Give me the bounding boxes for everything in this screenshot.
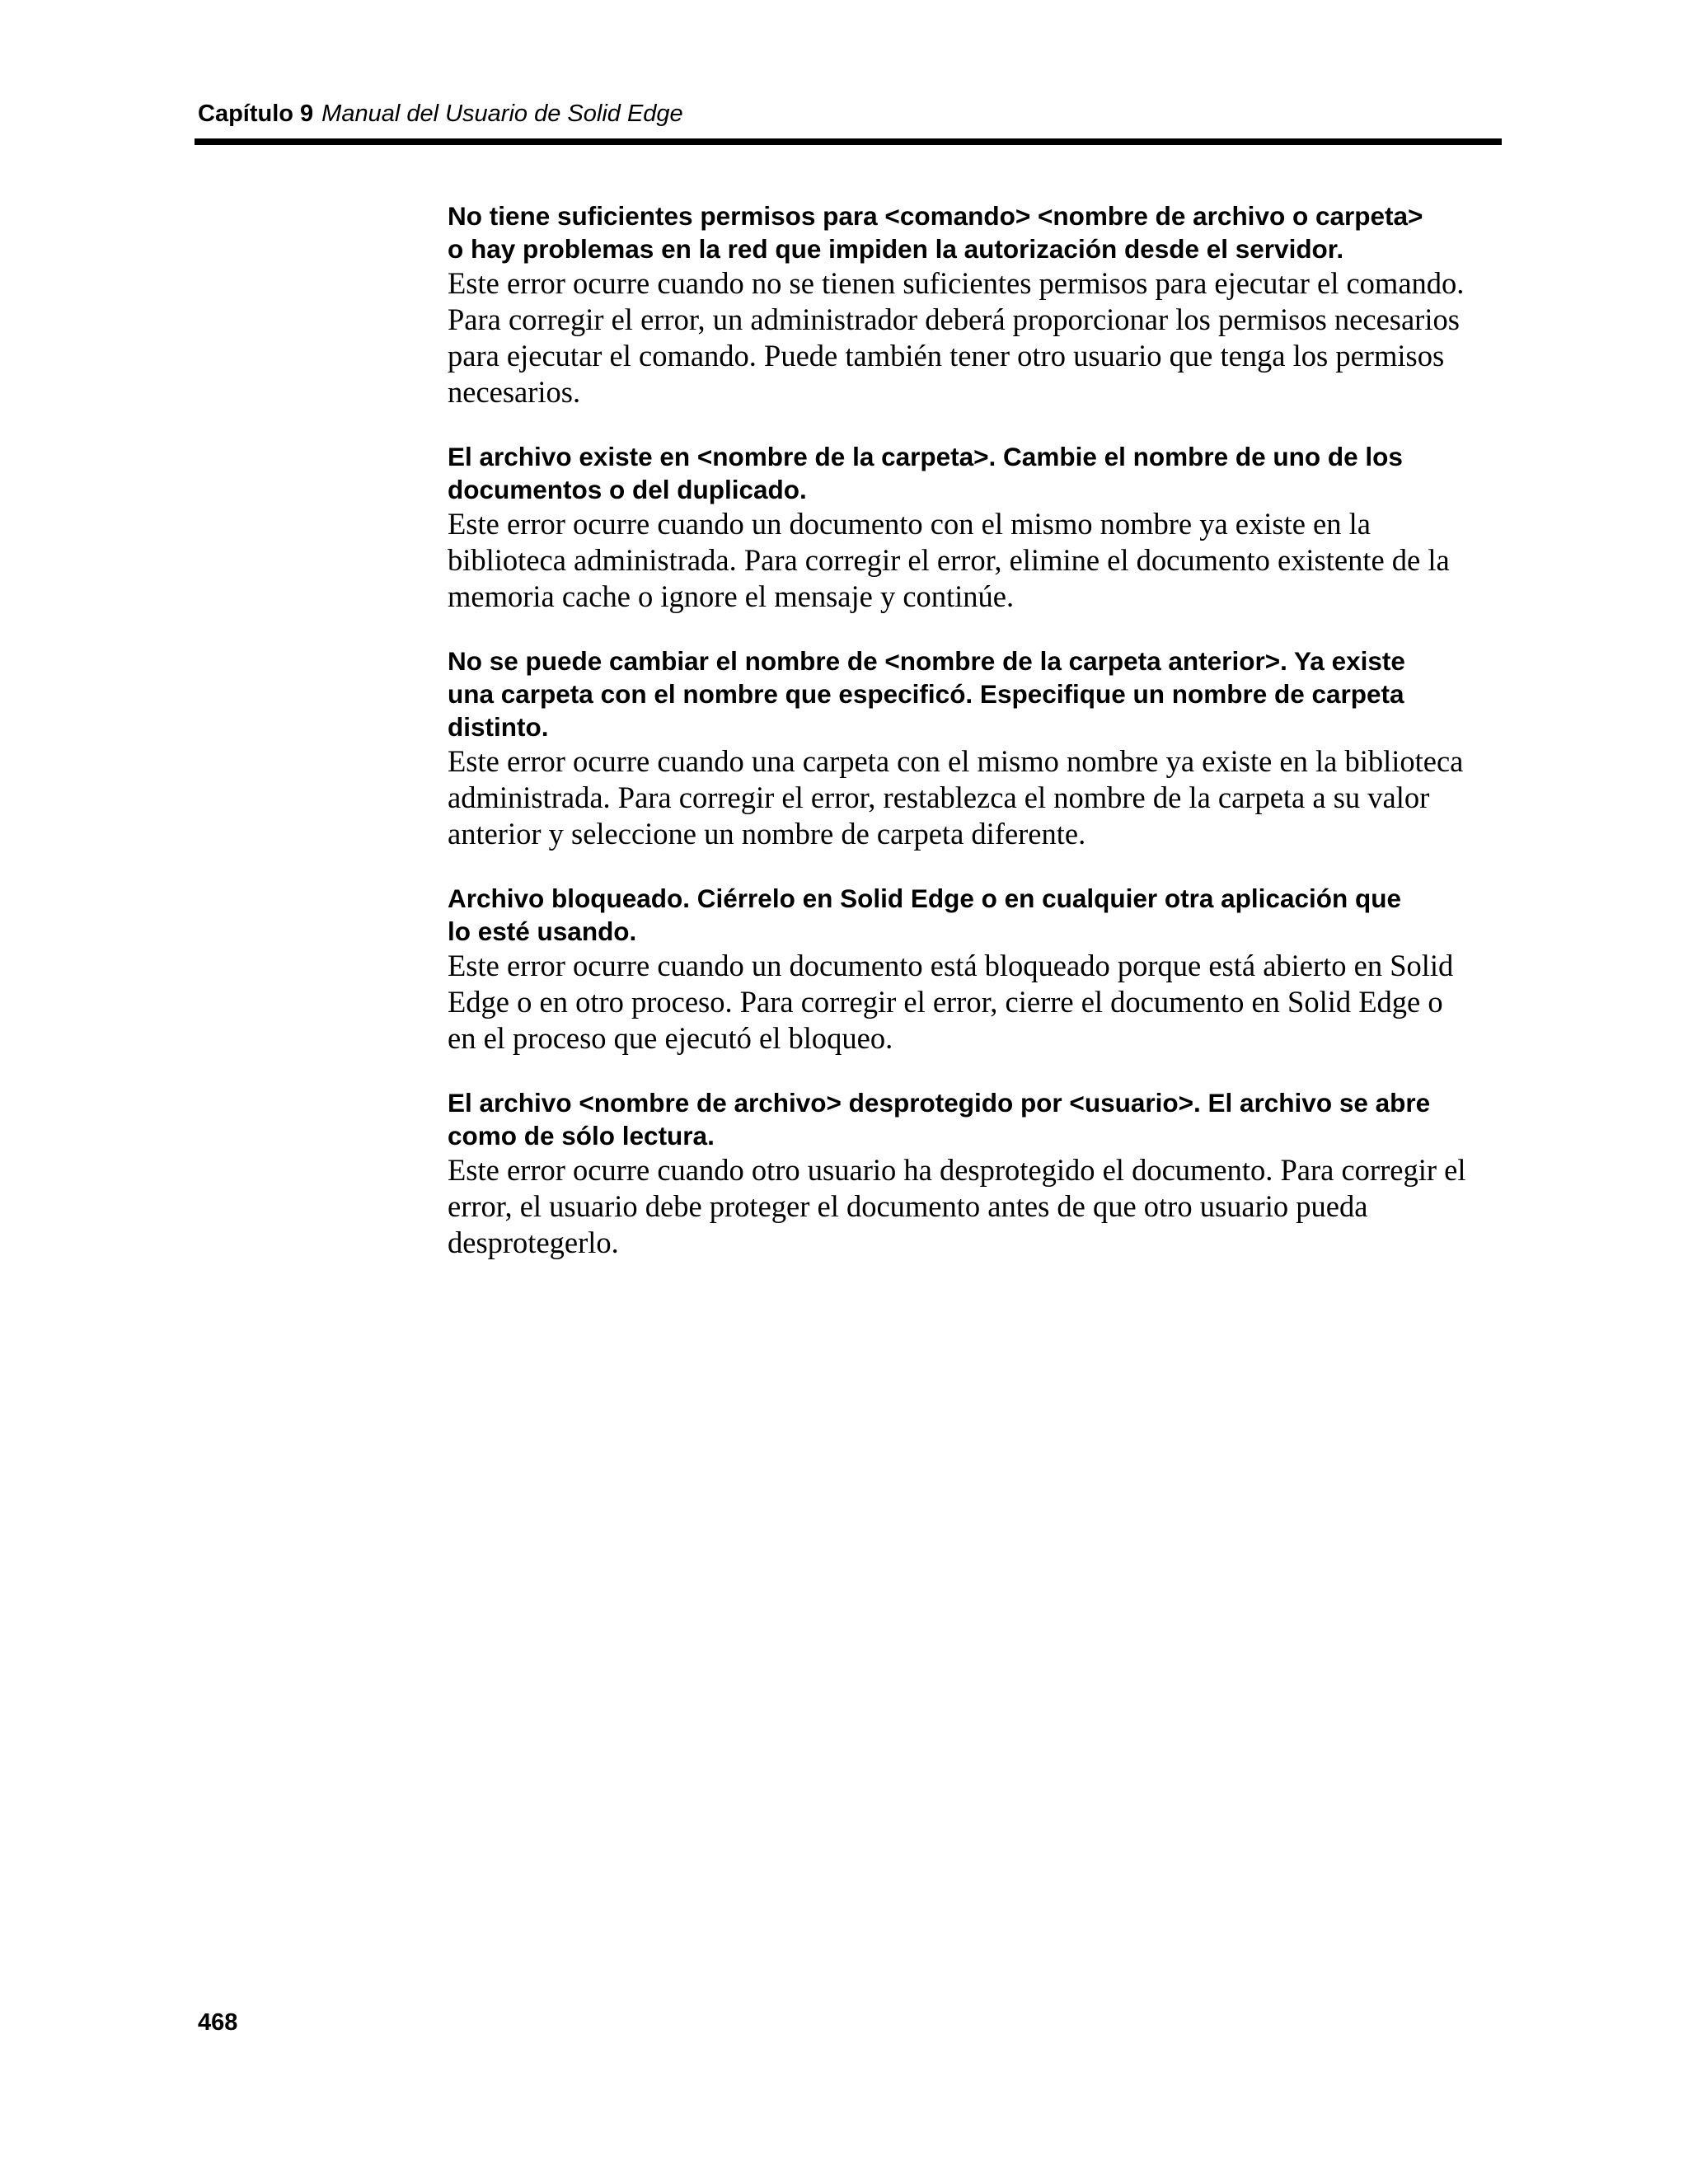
heading-line: lo esté usando. [448, 916, 637, 946]
body-line: Este error ocurre cuando un documento está bloqueado porque está abierto en Solid [448, 949, 1454, 982]
error-entry-file-exists [448, 440, 1503, 615]
error-heading [448, 644, 1503, 743]
page-number: 468 [198, 2009, 238, 2036]
error-description [448, 743, 1503, 852]
error-heading [448, 1086, 1503, 1152]
running-header [198, 97, 1500, 130]
body-line: Este error ocurre cuando otro usuario ha desprotegido el documento. Para corregir el [448, 1153, 1466, 1187]
body-line: necesarios. [448, 375, 581, 409]
error-entry-permissions [448, 199, 1503, 410]
error-entry-file-locked [448, 882, 1503, 1057]
heading-line: No tiene suficientes permisos para <comando> <nombre de archivo o carpeta> [448, 201, 1423, 231]
body-line: Este error ocurre cuando no se tienen suficientes permisos para ejecutar el comando. [448, 266, 1465, 300]
body-line: biblioteca administrada. Para corregir el error, elimine el documento existente de la [448, 543, 1450, 577]
body-line: anterior y seleccione un nombre de carpeta diferente. [448, 817, 1086, 851]
heading-line: El archivo <nombre de archivo> desprotegido por <usuario>. El archivo se abre [448, 1088, 1431, 1118]
body-line: para ejecutar el comando. Puede también tener otro usuario que tenga los permisos [448, 339, 1445, 373]
header-rule [195, 138, 1502, 145]
heading-line: documentos o del duplicado. [448, 475, 807, 504]
body-line: Este error ocurre cuando un documento con el mismo nombre ya existe en la [448, 507, 1371, 541]
error-description [448, 948, 1503, 1057]
chapter-label: Capítulo 9 [198, 101, 314, 127]
error-heading [448, 199, 1503, 265]
heading-line: Archivo bloqueado. Ciérrelo en Solid Edge o en cualquier otra aplicación que [448, 883, 1401, 913]
heading-line: distinto. [448, 712, 549, 742]
body-line: error, el usuario debe proteger el documento antes de que otro usuario pueda [448, 1189, 1368, 1223]
heading-line: una carpeta con el nombre que especificó. Especifique un nombre de carpeta [448, 679, 1404, 709]
body-line: desprotegerlo. [448, 1226, 619, 1259]
error-entry-folder-rename [448, 644, 1503, 852]
heading-line: como de sólo lectura. [448, 1121, 715, 1151]
error-heading [448, 882, 1503, 948]
body-line: memoria cache o ignore el mensaje y continúe. [448, 579, 1015, 613]
error-entry-checked-out [448, 1086, 1503, 1261]
body-line: Edge o en otro proceso. Para corregir el error, cierre el documento en Solid Edge o [448, 985, 1443, 1019]
error-description [448, 1152, 1503, 1261]
body-line: Para corregir el error, un administrador deberá proporcionar los permisos necesarios [448, 302, 1460, 336]
body-line: administrada. Para corregir el error, restablezca el nombre de la carpeta a su valor [448, 780, 1430, 814]
heading-line: o hay problemas en la red que impiden la autorización desde el servidor. [448, 234, 1344, 264]
error-heading [448, 440, 1503, 506]
heading-line: No se puede cambiar el nombre de <nombre de la carpeta anterior>. Ya existe [448, 646, 1405, 676]
error-message-list [448, 199, 1503, 1291]
manual-title: Manual del Usuario de Solid Edge [321, 101, 683, 127]
body-line: Este error ocurre cuando una carpeta con el mismo nombre ya existe en la biblioteca [448, 744, 1464, 778]
heading-line: El archivo existe en <nombre de la carpeta>. Cambie el nombre de uno de los [448, 442, 1403, 471]
body-line: en el proceso que ejecutó el bloqueo. [448, 1021, 893, 1055]
error-description [448, 265, 1503, 410]
error-description [448, 506, 1503, 615]
